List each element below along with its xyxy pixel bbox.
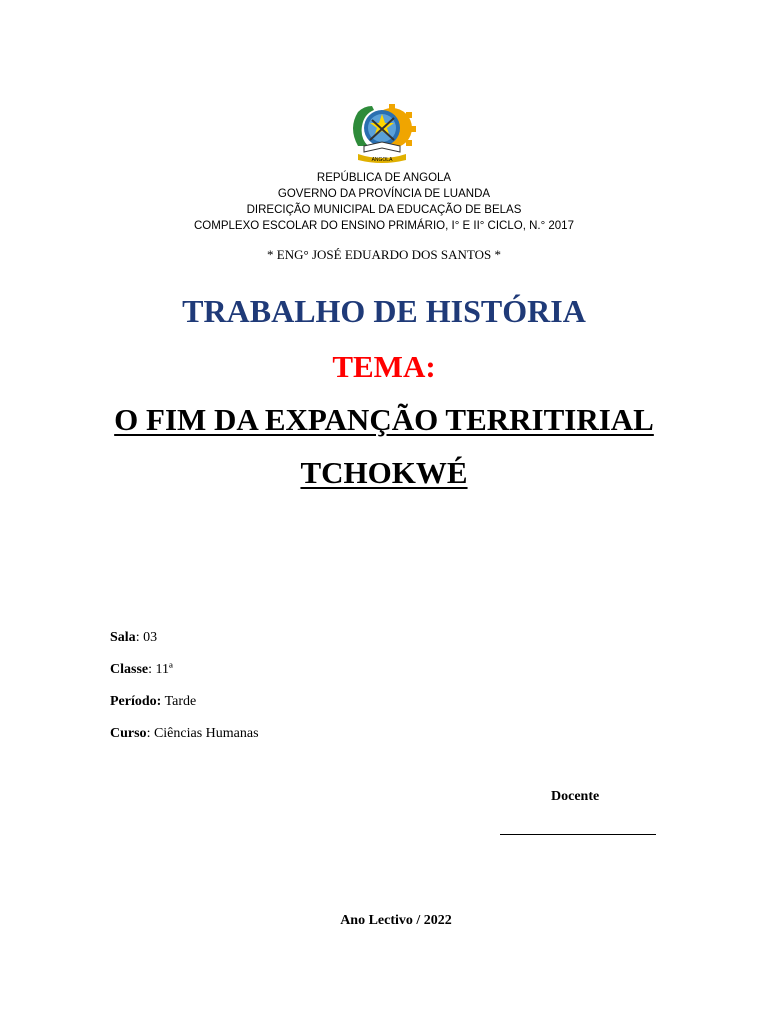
theme-line-1 — [0, 402, 768, 438]
curso-label: Curso — [110, 726, 147, 741]
tema-label: TEMA: — [332, 349, 436, 384]
periodo-label: Período: — [110, 694, 162, 709]
docente-label: Docente — [551, 789, 600, 804]
periodo-value: Tarde — [161, 694, 197, 709]
classe-value: : 11ª — [148, 662, 173, 677]
header-line-direction: DIRECIÇÃO MUNICIPAL DA EDUCAÇÃO DE BELAS — [246, 204, 522, 216]
info-sala — [110, 630, 157, 646]
angola-emblem — [344, 100, 420, 166]
institution-header — [0, 170, 768, 234]
ano-lectivo: Ano Lectivo / 2022 — [340, 913, 452, 928]
signature-line — [500, 834, 656, 835]
curso-value: : Ciências Humanas — [146, 726, 259, 741]
header-line-school: COMPLEXO ESCOLAR DO ENSINO PRIMÁRIO, I° E II° CICLO, N.° 2017 — [194, 220, 574, 232]
info-curso — [110, 726, 259, 742]
classe-label: Classe — [110, 662, 149, 677]
theme-line-2 — [0, 455, 768, 491]
info-periodo — [110, 694, 196, 710]
dedication: * ENG° JOSÉ EDUARDO DOS SANTOS * — [267, 247, 501, 262]
theme-text-1: O FIM DA EXPANÇÃO TERRITIRIAL — [114, 402, 654, 437]
info-classe — [110, 662, 173, 678]
header-line-republic: REPÚBLICA DE ANGOLA — [316, 172, 452, 184]
header-line-government: GOVERNO DA PROVÍNCIA DE LUANDA — [277, 188, 491, 200]
sala-value: : 03 — [135, 630, 158, 645]
sala-label: Sala — [110, 630, 136, 645]
theme-text-2: TCHOKWÉ — [300, 455, 468, 490]
emblem-banner-text: ANGOLA — [371, 157, 393, 163]
document-title: TRABALHO DE HISTÓRIA — [182, 293, 586, 329]
